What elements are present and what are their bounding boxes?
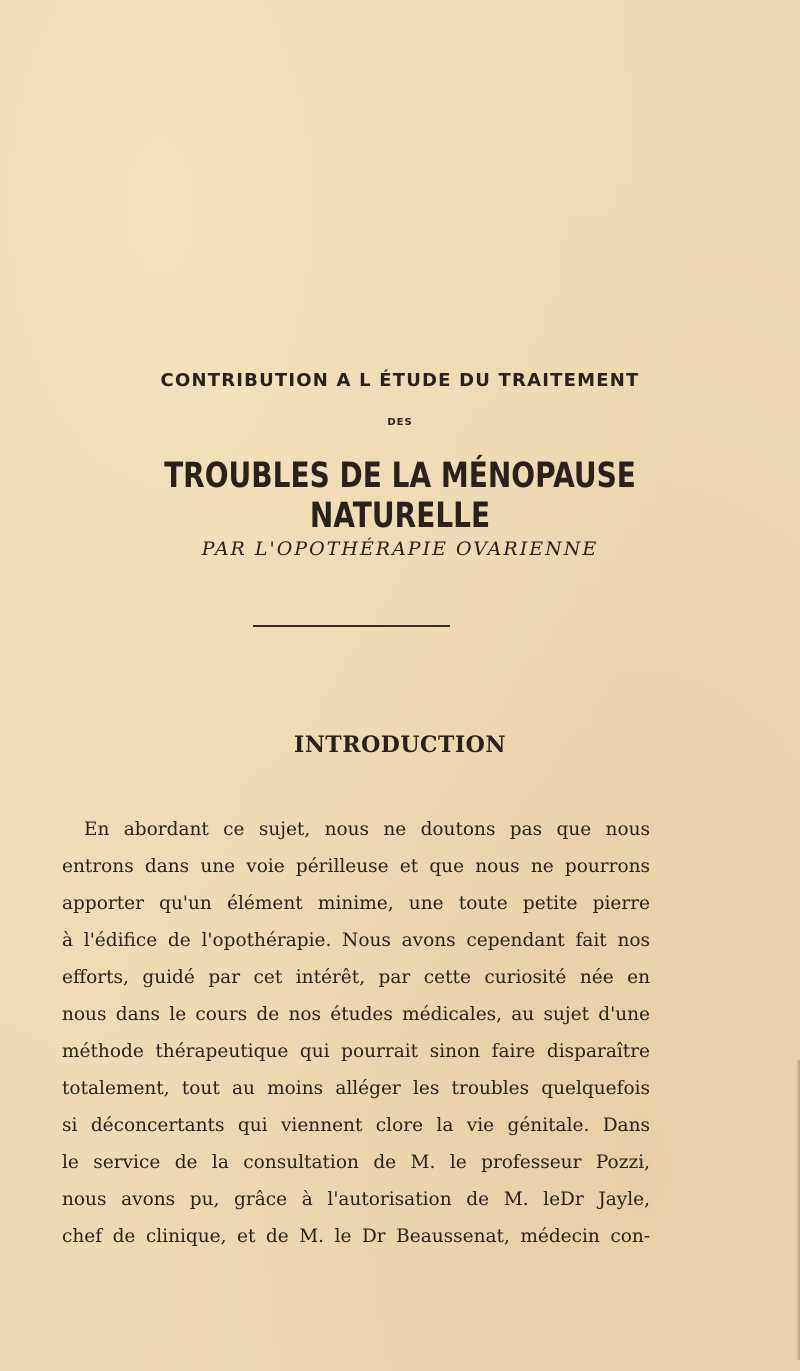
text-line: En abordant ce sujet, nous ne doutons pas que nous xyxy=(84,819,650,840)
body-paragraph xyxy=(62,811,650,1255)
text-line: méthode thérapeutique qui pourrait sinon faire disparaître xyxy=(62,1041,650,1062)
text-line: nous avons pu, grâce à l'autorisation de M. leDr Jayle, xyxy=(62,1189,650,1210)
title-divider xyxy=(253,625,450,627)
text-line: si déconcertants qui viennent clore la vie génitale. Dans xyxy=(62,1115,650,1136)
text-line: totalement, tout au moins alléger les troubles quelquefois xyxy=(62,1078,650,1099)
contribution-heading: CONTRIBUTION A L ÉTUDE DU TRAITEMENT xyxy=(160,370,640,391)
text-line: entrons dans une voie périlleuse et que nous ne pourrons xyxy=(62,856,650,877)
des-label: DES xyxy=(387,417,413,428)
text-line: apporter qu'un élément minime, une toute petite pierre xyxy=(62,893,650,914)
subtitle: PAR L'OPOTHÉRAPIE OVARIENNE xyxy=(201,538,599,560)
text-line: efforts, guidé par cet intérêt, par cette curiosité née en xyxy=(62,967,650,988)
text-line: chef de clinique, et de M. le Dr Beaussenat, médecin con- xyxy=(62,1226,650,1247)
text-line: à l'édifice de l'opothérapie. Nous avons cependant fait nos xyxy=(62,930,650,951)
section-heading: INTRODUCTION xyxy=(294,732,506,758)
page-edge-shadow xyxy=(796,1060,800,1360)
main-title: TROUBLES DE LA MÉNOPAUSE NATURELLE xyxy=(164,456,636,536)
text-line: le service de la consultation de M. le professeur Pozzi, xyxy=(62,1152,650,1173)
text-line: nous dans le cours de nos études médicales, au sujet d'une xyxy=(62,1004,650,1025)
